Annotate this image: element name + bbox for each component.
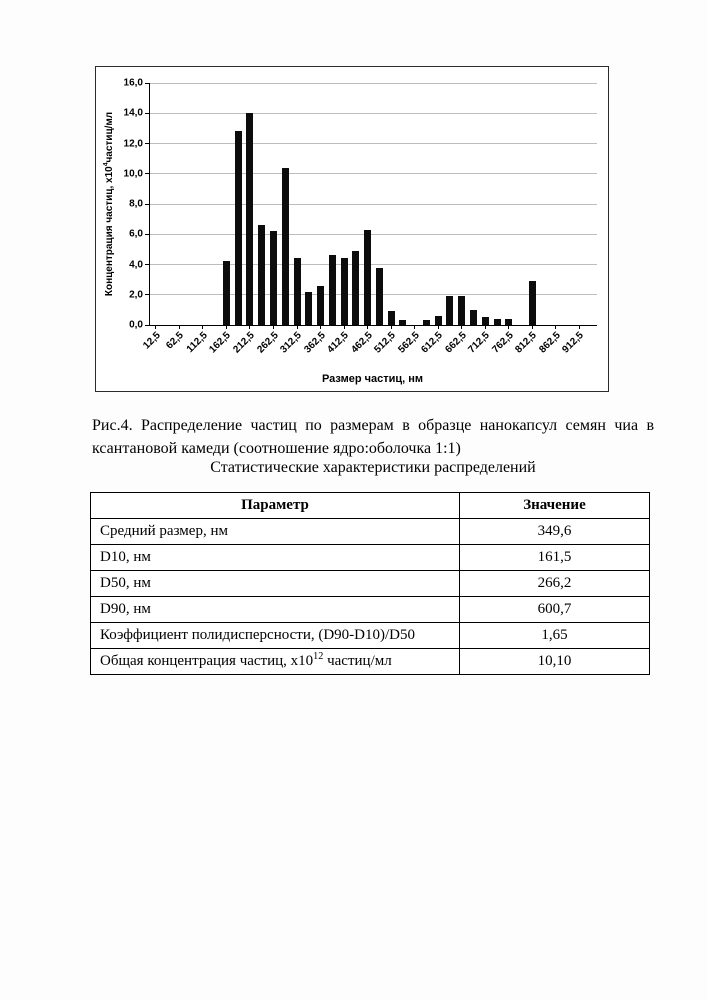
value-cell: 1,65 [459,623,649,649]
figure-4-chart [95,66,609,392]
value-cell: 600,7 [459,597,649,623]
bar [317,286,324,325]
param-cell: Общая концентрация частиц, $х10^{12}$ частиц/мл [91,649,460,675]
y-tick-mark [145,173,150,174]
bar [341,258,348,325]
bar [482,317,489,325]
x-tick-label: 462,5 [348,330,375,356]
param-cell: D10, нм [91,545,460,571]
y-tick-label: 8,0 [129,198,143,210]
bar [529,281,536,325]
bar [235,131,242,325]
param-cell: Коэффициент полидисперсности, (D90-D10)/D50 [91,623,460,649]
gridline [150,173,597,174]
bar [446,296,453,325]
bar [435,316,442,325]
y-tick-label: 14,0 [123,107,143,119]
table-row [91,623,650,649]
y-tick-label: 2,0 [129,289,143,301]
y-tick-mark [145,294,150,295]
x-axis-title: Размер частиц, нм [321,373,424,385]
x-tick-label: 12,5 [141,330,163,352]
value-cell: 349,6 [459,519,649,545]
bar [223,261,230,325]
x-tick-label: 512,5 [372,330,398,356]
y-tick-label: 12,0 [123,138,143,149]
table-header [91,493,650,519]
x-tick-label: 912,5 [560,330,587,356]
bar [258,225,265,325]
bar [458,296,465,325]
x-axis-tick-labels [141,326,596,374]
x-tick-label: 562,5 [395,330,422,356]
gridline [150,264,597,265]
x-tick-label: 412,5 [325,330,351,356]
y-tick-mark [145,143,150,144]
value-cell: 161,5 [459,545,649,571]
bar [270,231,277,325]
table-row [91,545,650,571]
bar [364,230,371,325]
gridline [150,143,597,144]
gridline [150,113,597,114]
x-tick-label: 112,5 [184,330,210,356]
y-tick-label: 0,0 [129,319,143,331]
bar [470,310,477,325]
table-row [91,571,650,597]
x-tick-label: 212,5 [231,330,257,356]
y-tick-mark [145,204,150,205]
table-title: Статистические характеристики распределений [210,459,536,476]
bar [423,320,430,325]
y-tick-mark [145,264,150,265]
y-tick-label: 16,0 [123,77,143,89]
param-cell: Средний размер, нм [91,519,460,545]
x-tick-label: 712,5 [466,330,493,356]
table-header-row [91,493,650,519]
x-tick-label: 362,5 [301,330,328,356]
table-row [91,519,650,545]
plot-area [149,83,597,326]
bar [294,258,301,325]
x-tick-label: 262,5 [254,330,281,356]
table-row [91,649,650,675]
param-cell: D90, нм [91,597,460,623]
x-tick-label: 662,5 [443,330,469,356]
bar [505,319,512,325]
x-tick-label: 812,5 [513,330,540,356]
bar [246,113,253,325]
x-tick-label: 762,5 [490,330,516,356]
bar [282,168,289,325]
bar [305,292,312,325]
y-tick-mark [145,83,150,84]
y-tick-label: 6,0 [129,228,143,240]
y-axis-title-suffix: частиц/мл [104,111,115,163]
x-tick-label: 62,5 [164,330,187,352]
y-tick-label: 4,0 [129,259,143,270]
header-parameter: Параметр [91,493,460,519]
bar [329,255,336,325]
gridline [150,204,597,205]
bar [376,268,383,325]
y-tick-label: 10,0 [123,168,143,180]
gridline [150,234,597,235]
bar [494,319,501,325]
bar [399,320,406,325]
statistics-table [90,492,650,675]
value-cell: 266,2 [459,571,649,597]
x-tick-label: 312,5 [278,330,304,356]
table-body [91,519,650,675]
bar [352,251,359,325]
y-axis-title-text: Концентрация частиц, х10 [104,166,115,297]
x-tick-label: 862,5 [537,330,563,356]
header-value: Значение [459,493,649,519]
y-tick-mark [145,113,150,114]
y-axis-title-sup: 4 [102,162,110,167]
figure-caption: Рис.4. Распределение частиц по размерам в образце нанокапсул семян чиа в ксантановой камеди (соотношение ядро:оболочка 1:1) [92,417,654,458]
table-row [91,597,650,623]
x-tick-label: 162,5 [207,330,234,356]
param-cell: D50, нм [91,571,460,597]
y-axis-tick-labels [114,77,146,331]
y-tick-mark [145,234,150,235]
x-tick-label: 612,5 [419,330,445,356]
param-superscript: 12 [313,651,324,662]
gridline [150,83,597,84]
bar [388,311,395,325]
value-cell: 10,10 [459,649,649,675]
